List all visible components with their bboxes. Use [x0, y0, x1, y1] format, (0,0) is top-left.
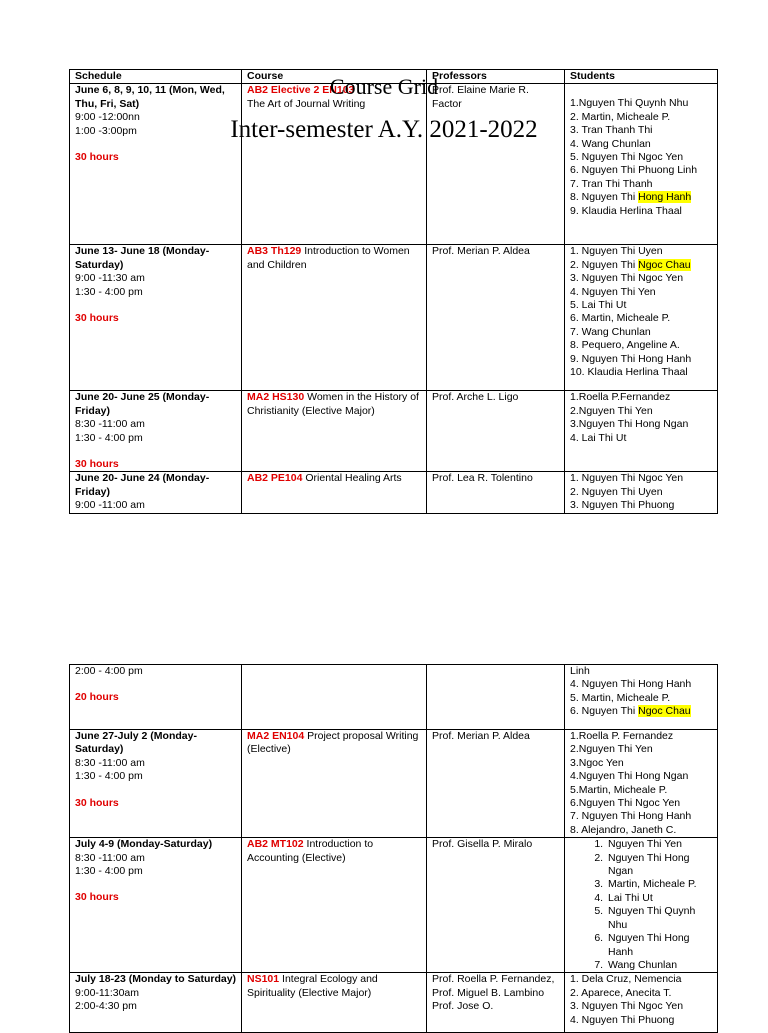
schedule-time: 1:00 -3:00pm — [75, 124, 137, 137]
table-row — [70, 245, 718, 391]
student-entry: 4. Nguyen Thi Phuong — [570, 1013, 675, 1026]
professor-name: Prof. Miguel B. Lambino — [432, 986, 545, 999]
hours-label: 30 hours — [75, 312, 119, 325]
students-cell — [565, 245, 718, 391]
student-entry: Linh — [570, 665, 590, 677]
student-entry: 6. Martin, Micheale P. — [570, 312, 671, 325]
professor-name: Prof. Jose O. — [432, 1000, 494, 1013]
student-entry: 2.Nguyen Thi Yen — [570, 743, 653, 756]
page-title: Course Grid — [329, 74, 439, 99]
schedule-header: Schedule — [70, 70, 242, 84]
schedule-time: 1:30 - 4:00 pm — [75, 431, 143, 444]
student-entry: 7. Nguyen Thi Hong Hanh — [570, 810, 692, 823]
table-row — [70, 391, 718, 472]
hours-label: 30 hours — [75, 151, 119, 164]
list-item: 3. Martin, Micheale P. — [606, 878, 713, 891]
student-entry: 5.Martin, Micheale P. — [570, 783, 668, 796]
student-entry: 4. Wang Chunlan — [570, 137, 651, 150]
list-item: 4. Lai Thi Ut — [606, 892, 713, 905]
student-entry: 2. Aparece, Anecita T. — [570, 986, 672, 999]
page-subtitle: Inter-semester A.Y. 2021-2022 — [230, 116, 538, 143]
professor-name: Prof. Elaine Marie R. Factor — [432, 84, 529, 110]
schedule-time: 9:00 -11:30 am — [75, 272, 145, 285]
course-code: MA2 HS130 — [247, 391, 305, 404]
student-entry: 9. Nguyen Thi Hong Hanh — [570, 352, 692, 365]
student-entry: 2. Nguyen Thi Uyen — [570, 485, 663, 498]
course-cell — [242, 838, 427, 973]
student-entry: 4. Lai Thi Ut — [570, 431, 627, 444]
student-entry: 1. Nguyen Thi Uyen — [570, 245, 663, 258]
student-entry: 1. Nguyen Thi Ngoc Yen — [570, 472, 684, 485]
schedule-time: 2:00-4:30 pm — [75, 1000, 137, 1013]
course-cell — [242, 730, 427, 838]
professor-name: Prof. Lea R. Tolentino — [432, 472, 533, 485]
professor-name: Prof. Gisella P. Miralo — [432, 838, 533, 851]
schedule-dates: June 20- June 24 (Monday-Friday) — [75, 472, 210, 498]
schedule-dates: July 4-9 (Monday-Saturday) — [75, 838, 213, 851]
schedule-cell — [70, 838, 242, 973]
table-row — [70, 472, 718, 513]
professor-cell — [427, 665, 565, 730]
student-entry: 6.Nguyen Thi Ngoc Yen — [570, 797, 681, 810]
course-cell — [242, 665, 427, 730]
student-entry: 6. Nguyen Thi Phuong Linh — [570, 164, 698, 177]
student-entry: 3. Tran Thanh Thi — [570, 124, 653, 137]
schedule-cell — [70, 665, 242, 730]
student-entry: 4.Nguyen Thi Hong Ngan — [570, 770, 689, 783]
course-code: NS101 — [247, 973, 280, 986]
students-cell — [565, 730, 718, 838]
course-title: Introduction to Women and Children — [247, 245, 410, 271]
course-cell — [242, 391, 427, 472]
course-code: AB3 Th129 — [247, 245, 302, 258]
schedule-dates: July 18-23 (Monday to Saturday) — [75, 973, 237, 986]
student-entry: 1. Dela Cruz, Nemencia — [570, 973, 682, 986]
student-entry: 4. Nguyen Thi Yen — [570, 285, 656, 298]
professor-cell — [427, 472, 565, 513]
schedule-cell — [70, 391, 242, 472]
student-entry: 8. Pequero, Angeline A. — [570, 339, 680, 352]
course-cell — [242, 84, 427, 245]
schedule-dates: June 27-July 2 (Monday-Saturday) — [75, 730, 197, 756]
students-header: Students — [565, 70, 718, 84]
highlighted-name: Ngoc Chau — [638, 258, 691, 271]
course-title: Introduction to Accounting (Elective) — [247, 838, 374, 864]
course-cell — [242, 245, 427, 391]
professor-cell — [427, 84, 565, 245]
schedule-dates: June 13- June 18 (Monday-Saturday) — [75, 245, 210, 271]
student-entry: 8. Alejandro, Janeth C. — [570, 823, 677, 836]
hours-label: 20 hours — [75, 691, 119, 704]
student-entry: 2. Martin, Micheale P. — [570, 110, 671, 123]
table-row — [70, 84, 718, 245]
professor-name: Prof. Roella P. Fernandez, — [432, 973, 555, 986]
course-title: The Art of Journal Writing — [247, 97, 366, 110]
students-cell — [565, 472, 718, 513]
student-entry: 1.Roella P.Fernandez — [570, 391, 671, 404]
student-entry: 3. Nguyen Thi Ngoc Yen — [570, 1000, 684, 1013]
schedule-cell — [70, 730, 242, 838]
course-header: Course — [242, 70, 427, 84]
students-cell — [565, 391, 718, 472]
course-title: Project proposal Writing (Elective) — [247, 730, 419, 756]
student-entry: 10. Klaudia Herlina Thaal — [570, 366, 688, 379]
course-title: Oriental Healing Arts — [302, 472, 402, 485]
schedule-time: 8:30 -11:00 am — [75, 418, 145, 431]
schedule-time: 9:00-11:30am — [75, 986, 140, 999]
list-item: 1. Nguyen Thi Yen — [606, 838, 713, 851]
student-entry: 2.Nguyen Thi Yen — [570, 404, 653, 417]
professor-name: Prof. Arche L. Ligo — [432, 391, 519, 404]
course-code: AB2 PE104 — [247, 472, 303, 485]
course-cell — [242, 472, 427, 513]
schedule-time: 8:30 -11:00 am — [75, 756, 145, 769]
student-entry: 7. Tran Thi Thanh — [570, 177, 653, 190]
list-item: 6. Nguyen Thi Hong Hanh — [606, 932, 713, 959]
students-cell — [565, 84, 718, 245]
student-list — [570, 838, 713, 972]
schedule-time: 9:00 -11:00 am — [75, 499, 145, 512]
student-entry: 1.Nguyen Thi Quynh Nhu — [570, 97, 689, 110]
course-code: AB2 MT102 — [247, 838, 304, 851]
schedule-time: 2:00 - 4:00 pm — [75, 665, 143, 677]
professor-cell — [427, 245, 565, 391]
student-entry: 3. Nguyen Thi Phuong — [570, 499, 675, 512]
professor-cell — [427, 391, 565, 472]
course-title: Women in the History of Christianity (Elective Major) — [247, 391, 419, 417]
schedule-time: 9:00 -12:00nn — [75, 111, 140, 124]
schedule-dates: June 20- June 25 (Monday-Friday) — [75, 391, 210, 417]
professor-cell — [427, 838, 565, 973]
student-entry: 3.Nguyen Thi Hong Ngan — [570, 418, 689, 431]
schedule-time: 1:30 - 4:00 pm — [75, 770, 143, 783]
student-entry: 4. Nguyen Thi Hong Hanh — [570, 678, 692, 691]
student-entry: 2. Nguyen Thi Ngoc Chau — [570, 258, 691, 271]
student-entry: 5. Nguyen Thi Ngoc Yen — [570, 151, 684, 164]
schedule-cell — [70, 245, 242, 391]
course-grid-table-page2 — [69, 664, 718, 1033]
professor-name: Prof. Merian P. Aldea — [432, 245, 530, 258]
highlighted-name: Ngoc Chau — [638, 705, 691, 718]
list-item: 7. Wang Chunlan — [606, 959, 713, 972]
schedule-time: 8:30 -11:00 am — [75, 851, 145, 864]
student-entry: 3. Nguyen Thi Ngoc Yen — [570, 272, 684, 285]
student-entry: 3.Ngoc Yen — [570, 756, 624, 769]
student-entry: 8. Nguyen Thi Hong Hanh — [570, 191, 692, 204]
list-item: 2. Nguyen Thi Hong Ngan — [606, 852, 713, 879]
course-title: Integral Ecology and Spirituality (Elective Major) — [247, 973, 378, 999]
schedule-cell — [70, 84, 242, 245]
professor-name: Prof. Merian P. Aldea — [432, 730, 530, 742]
table-row — [70, 730, 718, 838]
schedule-dates: June 6, 8, 9, 10, 11 (Mon, Wed, Thu, Fri, Sat) — [75, 84, 225, 110]
professors-header: Professors — [427, 70, 565, 84]
student-entry: 5. Martin, Micheale P. — [570, 691, 671, 704]
table-row — [70, 838, 718, 973]
professor-cell — [427, 730, 565, 838]
students-cell — [565, 838, 718, 973]
student-entry: 5. Lai Thi Ut — [570, 299, 627, 312]
course-code: MA2 EN104 — [247, 730, 305, 742]
course-code: AB2 Elective 2 EN103 — [247, 84, 355, 97]
student-entry: 9. Klaudia Herlina Thaal — [570, 204, 682, 217]
highlighted-name: Hong Hanh — [638, 191, 692, 204]
schedule-cell — [70, 472, 242, 513]
table-row-continued — [70, 665, 718, 730]
hours-label: 30 hours — [75, 458, 119, 471]
schedule-time: 1:30 - 4:00 pm — [75, 865, 143, 878]
students-cell — [565, 665, 718, 730]
hours-label: 30 hours — [75, 796, 119, 809]
hours-label: 30 hours — [75, 891, 119, 904]
student-entry: 6. Nguyen Thi Ngoc Chau — [570, 705, 691, 718]
student-entry: 1.Roella P. Fernandez — [570, 730, 674, 742]
schedule-time: 1:30 - 4:00 pm — [75, 285, 143, 298]
list-item: 5. Nguyen Thi Quynh Nhu — [606, 905, 713, 932]
student-entry: 7. Wang Chunlan — [570, 325, 651, 338]
